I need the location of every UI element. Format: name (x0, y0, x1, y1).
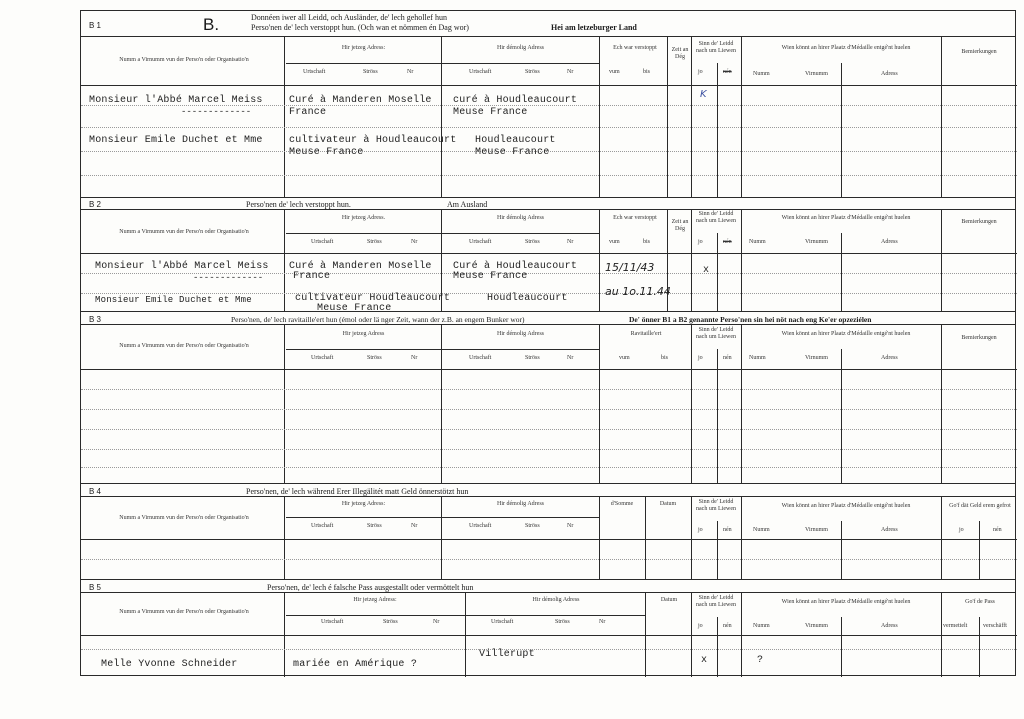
section-b4 (81, 483, 1015, 579)
b1-header-rule (81, 85, 1017, 86)
b4-col-former-urtschaft: Urtschaft (469, 523, 492, 529)
b4-col-current-stross: Ströss (367, 523, 382, 529)
b4-col-jo: jo (698, 527, 703, 533)
b3-col-current-urtschaft: Urtschaft (311, 355, 334, 361)
b5-row1-former-address: Villerupt (479, 649, 535, 660)
b2-col-medal-virnumm: Virnumm (805, 239, 828, 245)
b1-col-former-nr: Nr (567, 69, 574, 75)
b2-col-zeit: Zeit an Dég (671, 219, 689, 232)
b2-col-former-nr: Nr (567, 239, 574, 245)
b2-row1-alive-mark: x (703, 265, 710, 276)
b1-row1-current-address-2: France (289, 107, 327, 118)
b5-col-gof: Go'f de Pass (965, 599, 995, 605)
b3-col-medal-numm: Numm (749, 355, 766, 361)
b4-col-former-address: Hir démolig Adress (497, 501, 544, 507)
b2-col-current-address: Hir jetzeg Adress. (341, 215, 386, 221)
b5-col-gof-vermettelt: vermettelt (943, 623, 968, 629)
b1-col-former-urtschaft: Urtschaft (469, 69, 492, 75)
b2-row2-former-address: Houdleaucourt (487, 293, 568, 304)
b1-col-current-address: Hir jetzeg Adress: (341, 45, 386, 51)
b3-col-nen: nén (723, 355, 732, 361)
b2-col-current-nr: Nr (411, 239, 418, 245)
b2-row2-current-address: cultivateur Houdleaucourt (295, 293, 451, 304)
b1-col-medal-virnumm: Virnumm (805, 71, 828, 77)
section-b2 (81, 197, 1015, 314)
b1-col-vum: vum (609, 69, 620, 75)
b1-row1-alive-mark: K (700, 89, 707, 100)
section-b2-code: B 2 (89, 200, 102, 209)
b5-col-current-address: Hir jetzeg Adress: (353, 597, 397, 603)
section-b1-title-right: Hei am letzeburger Land (551, 23, 637, 32)
section-b5 (81, 579, 1015, 677)
b4-col-gof: Go'f dät Geld erem gefrot (949, 503, 1011, 509)
b2-col-name: Numm a Virnumm vun der Perso'n oder Organisatio'n (119, 229, 249, 235)
b1-row1-name-underline: ------------- (181, 107, 252, 117)
b3-col-sinn: Sinn de' Leidd nach um Liewen (696, 327, 736, 340)
b4-col-nen: nén (723, 527, 732, 533)
b3-col-medal-virnumm: Virnumm (805, 355, 828, 361)
b1-col-medal-numm: Numm (753, 71, 770, 77)
form-frame (80, 10, 1016, 676)
b3-col-current-address: Hir jetzeg Adress (342, 331, 385, 337)
section-b2-title-right: Am Ausland (447, 200, 488, 209)
section-b4-code: B 4 (89, 487, 102, 496)
b1-row2-former-address: Houdleaucourt (475, 135, 556, 146)
b1-col-former-stross: Ströss (525, 69, 540, 75)
b4-col-gof-nen: nén (993, 527, 1002, 533)
b4-col-medal-adress: Adress (881, 527, 898, 533)
b5-col-name: Numm a Virnumm vun der Perso'n oder Organisatio'n (119, 609, 249, 615)
b4-col-gof-jo: jo (959, 527, 964, 533)
b2-row2-name: Monsieur Emile Duchet et Mme (95, 295, 252, 305)
section-b1-title-line1: Donnéen iwer all Leidd, och Ausländer, de' lech gehollef hun (251, 13, 447, 22)
b1-row2-current-address: cultivateur à Houdleaucourt (289, 135, 457, 146)
b4-col-current-nr: Nr (411, 523, 418, 529)
b2-row1-former-address-2: Meuse France (453, 271, 528, 282)
b3-col-ravitaille: Ravitaille'ert (630, 331, 662, 337)
b5-col-medal-adress: Adress (881, 623, 898, 629)
b4-col-current-address: Hir jetzeg Adress: (341, 501, 386, 507)
b1-row1-former-address-2: Meuse France (453, 107, 528, 118)
b3-col-former-address: Hir démolig Adress (497, 331, 544, 337)
b1-col-bis: bis (643, 69, 651, 75)
b5-col-current-urtschaft: Urtschaft (321, 619, 344, 625)
b2-row2-date: au 1o.11.44 (605, 285, 671, 298)
section-b3-header-bar (81, 311, 1015, 325)
b2-row1-former-address: Curé à Houdleaucourt (453, 261, 578, 272)
b1-col-current-stross: Ströss (363, 69, 378, 75)
b5-col-former-nr: Nr (599, 619, 606, 625)
b5-col-former-address: Hir démolig Adress (532, 597, 580, 603)
b1-col-nen: nén (723, 69, 732, 75)
b5-col-former-stross: Ströss (555, 619, 570, 625)
b5-col-jo: jo (698, 623, 703, 629)
b1-col-current-urtschaft: Urtschaft (303, 69, 326, 75)
b2-col-medal-adress: Adress (881, 239, 898, 245)
b1-col-current-nr: Nr (407, 69, 414, 75)
b4-col-former-stross: Ströss (525, 523, 540, 529)
section-b1-header-bar (81, 11, 1015, 37)
b3-col-jo: jo (698, 355, 703, 361)
b1-col-zeit: Zeit an Dég (671, 47, 689, 60)
b5-col-medal: Wien könnt an hirer Plaatz d'Médaille entgé'nt huelen (781, 599, 911, 605)
b2-row1-name: Monsieur l'Abbé Marcel Meiss (95, 261, 269, 272)
section-b5-code: B 5 (89, 583, 102, 592)
b3-col-name: Numm a Virnumm vun der Perso'n oder Organisatio'n (119, 343, 249, 349)
b4-col-current-urtschaft: Urtschaft (311, 523, 334, 529)
b2-col-medal-numm: Numm (749, 239, 766, 245)
b2-col-former-stross: Ströss (525, 239, 540, 245)
b1-col-remarks: Bemierkungen (961, 49, 997, 55)
b2-col-current-stross: Ströss (367, 239, 382, 245)
b2-col-vum: vum (609, 239, 620, 245)
b5-col-current-nr: Nr (433, 619, 440, 625)
b5-row1-name: Melle Yvonne Schneider (101, 659, 238, 670)
section-b4-title: Perso'nen, de' lech während Erer Illegälitét matt Geld önnerstötzt hun (246, 487, 469, 496)
b4-col-medal-virnumm: Virnumm (805, 527, 828, 533)
b2-col-medal: Wien könnt an hirer Plaatz d'Médaille entgé'nt huelen (781, 215, 911, 221)
b3-col-vum: vum (619, 355, 630, 361)
b5-row1-current-address: mariée en Amérique ? (293, 659, 418, 670)
b3-col-medal: Wien könnt an hirer Plaatz d'Médaille entgé'nt huelen (781, 331, 911, 337)
b2-col-nen: nén (723, 239, 732, 245)
b1-row2-current-address-2: Meuse France (289, 147, 364, 158)
b2-row1-current-address-2: France (293, 271, 331, 282)
b1-row2-name: Monsieur Emile Duchet et Mme (89, 135, 263, 146)
b1-row1-current-address: Curé à Manderen Moselle (289, 95, 432, 106)
b2-row2-current-address-2: Meuse France (317, 303, 392, 314)
b2-row1-date: 15/11/43 (605, 261, 655, 274)
b1-col-name: Numm a Virnumm vun der Perso'n oder Organisatio'n (119, 57, 249, 63)
b2-row1-name-underline: ------------- (193, 273, 264, 283)
b5-row1-alive-mark: x (701, 655, 708, 666)
section-b2-title: Perso'nen de' lech verstoppt hun. (246, 200, 351, 209)
section-b3-code: B 3 (89, 315, 102, 324)
section-b3-title-right: De' önner B1 a B2 genannte Perso'nen sin hei nöt nach eng Ke'er opzeziélen (629, 315, 872, 324)
b3-col-former-urtschaft: Urtschaft (469, 355, 492, 361)
section-b2-header-bar (81, 197, 1015, 210)
b3-col-current-nr: Nr (411, 355, 418, 361)
b4-col-sinn: Sinn de' Leidd nach um Liewen (696, 499, 736, 512)
b3-col-former-nr: Nr (567, 355, 574, 361)
section-b3-title: Perso'nen, de' lech ravitaille'ert hun (émol oder lä nger Zeit, wann der z.B. an engem Bunker wor) (231, 315, 525, 324)
b1-col-hidden: Ech war verstoppt (613, 45, 657, 51)
b5-row1-medal-mark: ? (757, 655, 764, 666)
b2-col-remarks: Bemierkungen (961, 219, 997, 225)
section-b1-letter: B. (203, 15, 220, 34)
b2-col-current-urtschaft: Urtschaft (311, 239, 334, 245)
b3-col-bis: bis (661, 355, 669, 361)
b1-row1-name: Monsieur l'Abbé Marcel Meiss (89, 95, 263, 106)
b3-col-current-stross: Ströss (367, 355, 382, 361)
b2-col-bis: bis (643, 239, 651, 245)
b2-row1-current-address: Curé à Manderen Moselle (289, 261, 432, 272)
b4-col-medal-numm: Numm (753, 527, 770, 533)
b3-col-medal-adress: Adress (881, 355, 898, 361)
b4-col-somme: d'Somme (610, 501, 634, 507)
b3-col-former-stross: Ströss (525, 355, 540, 361)
section-b1 (81, 11, 1015, 197)
section-b1-title-line2: Perso'nen de' lech verstoppt hun. (Och wan et nömmen én Dag wor) (251, 23, 469, 32)
b1-col-medal-adress: Adress (881, 71, 898, 77)
b1-col-sinn: Sinn de' Leidd nach um Liewen (696, 41, 736, 54)
b5-col-medal-virnumm: Virnumm (805, 623, 828, 629)
b1-col-medal: Wien könnt an hirer Plaatz d'Médaille entgé'nt huelen (781, 45, 911, 51)
b5-col-current-stross: Ströss (383, 619, 398, 625)
b5-col-datum: Datum (660, 597, 678, 603)
b2-col-former-address: Hir démolig Adress (497, 215, 544, 221)
b2-col-former-urtschaft: Urtschaft (469, 239, 492, 245)
b1-row2-former-address-2: Meuse France (475, 147, 550, 158)
section-b5-title: Perso'nen, de' lech é falsche Pass ausgestallt oder vermöttelt hun (267, 583, 474, 592)
b5-col-sinn: Sinn de' Leidd nach um Liewen (696, 595, 736, 608)
b1-col-jo: jo (698, 69, 703, 75)
b5-col-former-urtschaft: Urtschaft (491, 619, 514, 625)
b5-col-medal-numm: Numm (753, 623, 770, 629)
section-b4-header-bar (81, 483, 1015, 497)
b1-row1-former-address: curé à Houdleaucourt (453, 95, 578, 106)
b4-col-name: Numm a Virnumm vun der Perso'n oder Organisatio'n (119, 515, 249, 521)
b5-col-gof-verschafft: verschäfft (983, 623, 1007, 629)
b4-col-former-nr: Nr (567, 523, 574, 529)
b2-col-hidden: Ech war verstoppt (613, 215, 657, 221)
b2-col-jo: jo (698, 239, 703, 245)
section-b1-code: B 1 (89, 21, 102, 30)
b3-col-remarks: Bemierkungen (961, 335, 997, 341)
b4-col-datum: Datum (659, 501, 677, 507)
b1-subheader-rule (286, 63, 600, 64)
section-b5-header-bar (81, 579, 1015, 593)
section-b3 (81, 311, 1015, 483)
b5-col-nen: nén (723, 623, 732, 629)
b1-col-former-address: Hir démolig Adress (497, 45, 544, 51)
b4-col-medal: Wien könnt an hirer Plaatz d'Médaille entgé'nt huelen (781, 503, 911, 509)
b2-col-sinn: Sinn de' Leidd nach um Liewen (696, 211, 736, 224)
